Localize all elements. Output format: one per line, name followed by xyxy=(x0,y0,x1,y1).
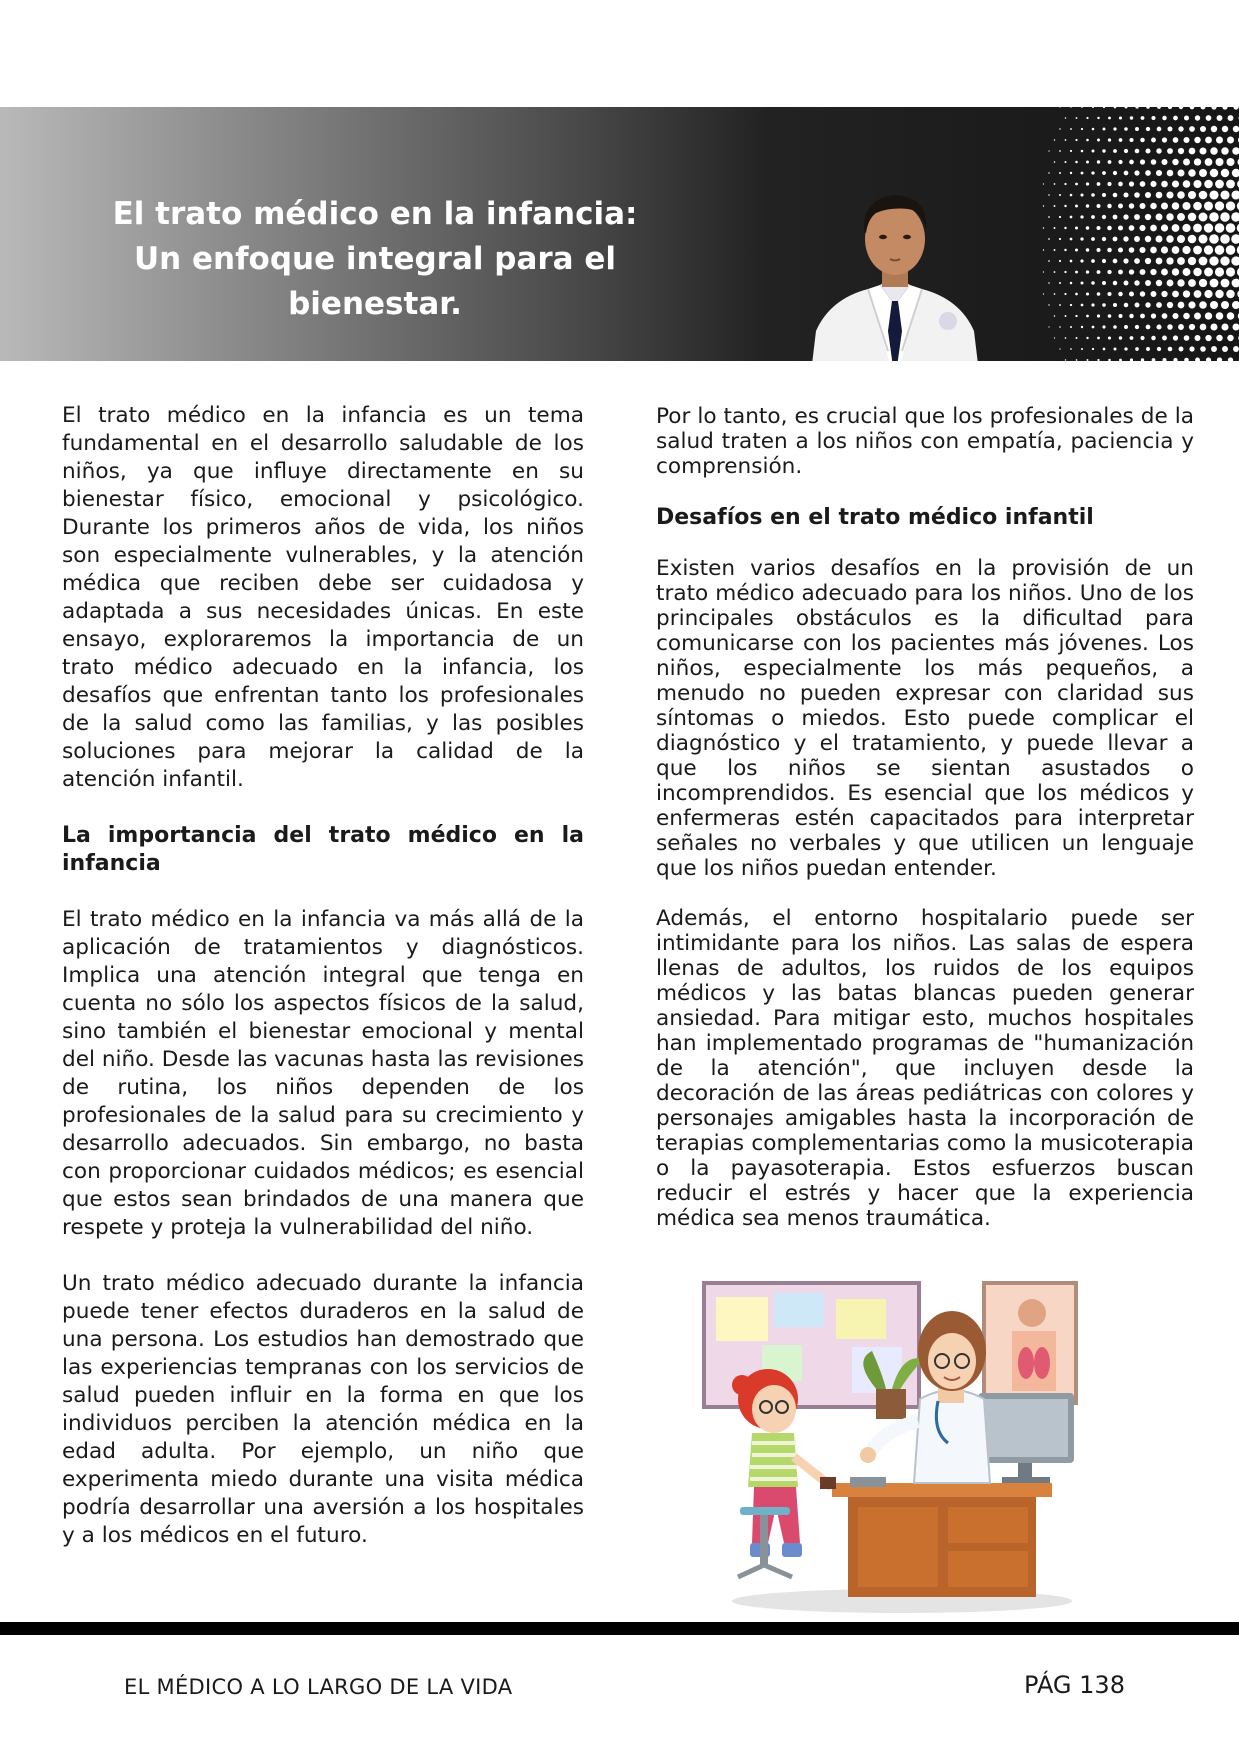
section-heading-importance: La importancia del trato médico en la infancia xyxy=(62,823,584,876)
body-paragraph: Por lo tanto, es crucial que los profesionales de la salud traten a los niños con empatía, paciencia y comprensión. xyxy=(656,404,1194,479)
body-paragraph: Un trato médico adecuado durante la infancia puede tener efectos duraderos en la salud de una persona. Los estudios han demostrado que las experiencias tempranas con los servicios de salud pueden influir en la forma en que los individuos perciben la atención médica en la edad adulta. Por ejemplo, un niño que experimenta miedo durante una visita médica podría desarrollar una aversión a los hospitales y a los médicos en el futuro. xyxy=(62,1271,584,1548)
left-column xyxy=(62,402,584,1578)
halftone-dots-decoration xyxy=(994,107,1239,361)
body-paragraph: Además, el entorno hospitalario puede ser intimidante para los niños. Las salas de espera llenas de adultos, los ruidos de los equipos médicos y las batas blancas pueden generar ansiedad. Para mitigar esto, muchos hospitales han implementado programas de "humanización de la atención", que incluyen desde la decoración de las áreas pediátricas con colores y personajes amigables hasta la incorporación de terapias complementarias como la musicoterapia o la payasoterapia. Estos esfuerzos buscan reducir el estrés y hacer que la experiencia médica sea menos traumática. xyxy=(656,906,1194,1231)
page-number: PÁG 138 xyxy=(1024,1671,1125,1699)
doctor-child-illustration xyxy=(702,1281,1080,1615)
author-photo xyxy=(810,181,980,361)
body-paragraph: Existen varios desafíos en la provisión de un trato médico adecuado para los niños. Uno de los principales obstáculos es la dificultad para comunicarse con los pacientes más jóvenes. Los niños, especialmente los más pequeños, a menudo no pueden expresar con claridad sus síntomas o miedos. Esto puede complicar el diagnóstico y el tratamiento, y puede llevar a que los niños se sientan asustados o incomprendidos. Es esencial que los médicos y enfermeras estén capacitados para interpretar señales no verbales y que utilicen un lenguaje que los niños puedan entender. xyxy=(656,556,1194,881)
body-paragraph: El trato médico en la infancia va más allá de la aplicación de tratamientos y diagnósticos. Implica una atención integral que tenga en cuenta no sólo los aspectos físicos de la salud, sino también el bienestar emocional y mental del niño. Desde las vacunas hasta las revisiones de rutina, los niños dependen de los profesionales de la salud para su crecimiento y desarrollo adecuados. Sin embargo, no basta con proporcionar cuidados médicos; es esencial que estos sean brindados de una manera que respete y proteja la vulnerabilidad del niño. xyxy=(62,907,584,1240)
article-title: El trato médico en la infancia: Un enfoque integral para el bienestar. xyxy=(112,196,638,322)
header-banner xyxy=(0,107,1239,361)
footer-divider xyxy=(0,1622,1239,1635)
right-column xyxy=(656,404,1194,1256)
section-heading-challenges: Desafíos en el trato médico infantil xyxy=(656,505,1094,530)
intro-paragraph: El trato médico en la infancia es un tema fundamental en el desarrollo saludable de los niños, ya que influye directamente en su bienestar físico, emocional y psicológico. Durante los primeros años de vida, los niños son especialmente vulnerables, y la atención médica que reciben debe ser cuidadosa y adaptada a sus necesidades únicas. En este ensayo, exploraremos la importancia de un trato médico adecuado en la infancia, los desafíos que enfrentan tanto los profesionales de la salud como las familias, y las posibles soluciones para mejorar la calidad de la atención infantil. xyxy=(62,403,584,792)
magazine-name: EL MÉDICO A LO LARGO DE LA VIDA xyxy=(124,1675,513,1699)
